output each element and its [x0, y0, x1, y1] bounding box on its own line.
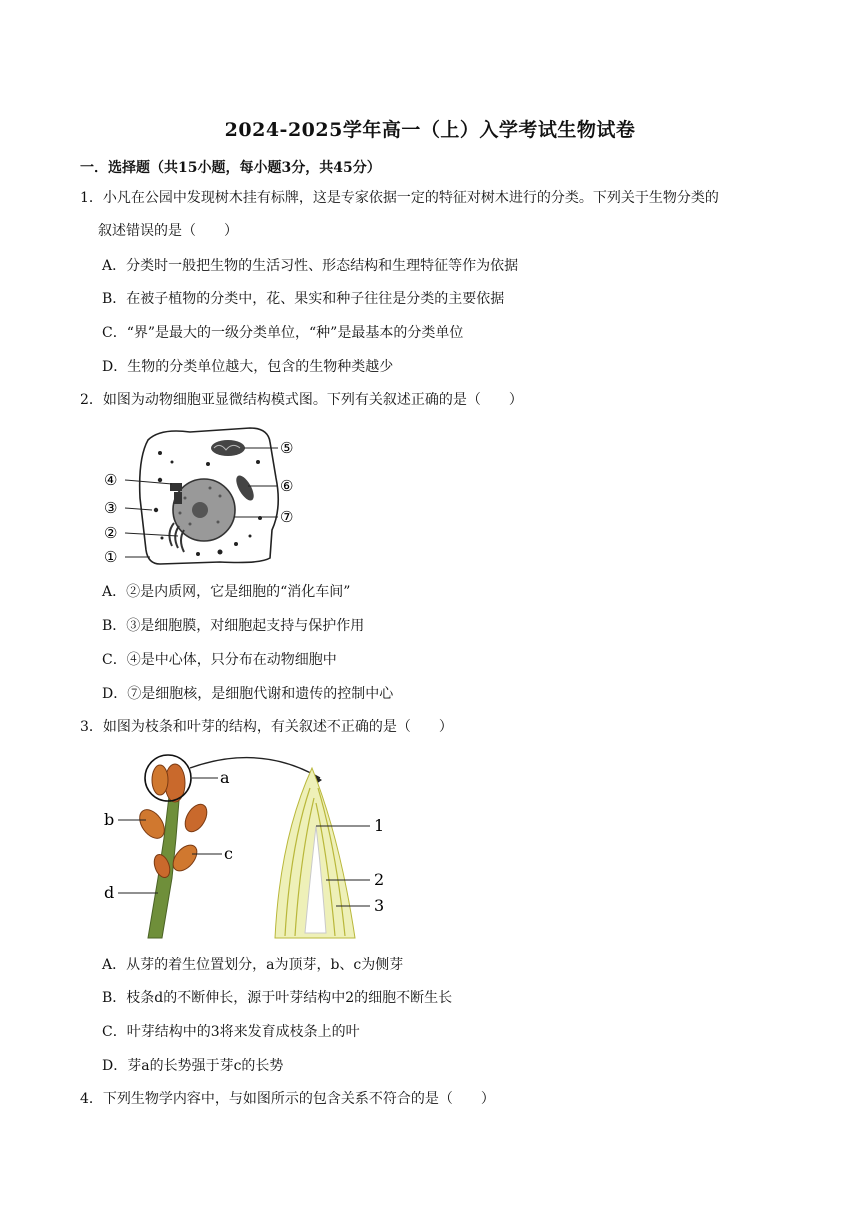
question-3-stem: 3．如图为枝条和叶芽的结构，有关叙述不正确的是（ ）	[80, 719, 453, 735]
label-d: d	[104, 883, 115, 902]
label-7: ⑦	[280, 508, 294, 526]
twig-and-bud-figure	[100, 748, 400, 943]
label-1: ①	[104, 548, 118, 566]
question-4-stem: 4．下列生物学内容中，与如图所示的包含关系不符合的是（ ）	[80, 1091, 495, 1107]
label-3: ③	[104, 499, 118, 517]
question-1-option-a: A．分类时一般把生物的生活习性、形态结构和生理特征等作为依据	[102, 258, 519, 274]
question-3-option-a: A．从芽的着生位置划分，a为顶芽，b、c为侧芽	[102, 957, 404, 973]
question-2-stem: 2．如图为动物细胞亚显微结构模式图。下列有关叙述正确的是（ ）	[80, 392, 523, 408]
label-5: ⑤	[280, 439, 294, 457]
page-title: 2024-2025学年高一（上）入学考试生物试卷	[224, 119, 636, 141]
label-6: ⑥	[280, 477, 294, 495]
label-a: a	[220, 768, 230, 787]
label-3: 3	[374, 896, 385, 915]
label-c: c	[224, 844, 233, 863]
label-1: 1	[374, 816, 385, 835]
label-2: ②	[104, 524, 118, 542]
question-1-option-d: D．生物的分类单位越大，包含的生物种类越少	[102, 359, 394, 375]
question-1-stem-line1: 1．小凡在公园中发现树木挂有标牌，这是专家依据一定的特征对树木进行的分类。下列关于生物分类的	[80, 190, 719, 206]
question-3-option-c: C．叶芽结构中的3将来发育成枝条上的叶	[102, 1024, 360, 1040]
animal-cell-figure	[100, 418, 310, 573]
question-1-cont	[80, 221, 790, 241]
nucleolus	[192, 502, 208, 518]
question-2-option-d: D．⑦是细胞核，是细胞代谢和遗传的控制中心	[102, 686, 394, 702]
label-b: b	[104, 810, 115, 829]
label-4: ④	[104, 471, 118, 489]
question-3-option-d: D．芽a的长势强于芽c的长势	[102, 1058, 284, 1074]
question-2-option-b: B．③是细胞膜，对细胞起支持与保护作用	[102, 618, 365, 634]
question-1-option-c: C．“界”是最大的一级分类单位，“种”是最基本的分类单位	[102, 325, 464, 341]
question-3-option-b: B．枝条d的不断伸长，源于叶芽结构中2的细胞不断生长	[102, 990, 453, 1006]
question-1-option-b: B．在被子植物的分类中，花、果实和种子往往是分类的主要依据	[102, 291, 505, 307]
question-1	[80, 188, 790, 208]
section-heading: 一．选择题（共15小题，每小题3分，共45分）	[80, 160, 381, 176]
mitochondrion-right	[233, 473, 257, 503]
question-2-option-a: A．②是内质网，它是细胞的“消化车间”	[102, 584, 351, 600]
question-2-option-c: C．④是中心体，只分布在动物细胞中	[102, 652, 337, 668]
label-2: 2	[374, 870, 385, 889]
question-1-stem-line2: 叙述错误的是（ ）	[98, 223, 238, 239]
